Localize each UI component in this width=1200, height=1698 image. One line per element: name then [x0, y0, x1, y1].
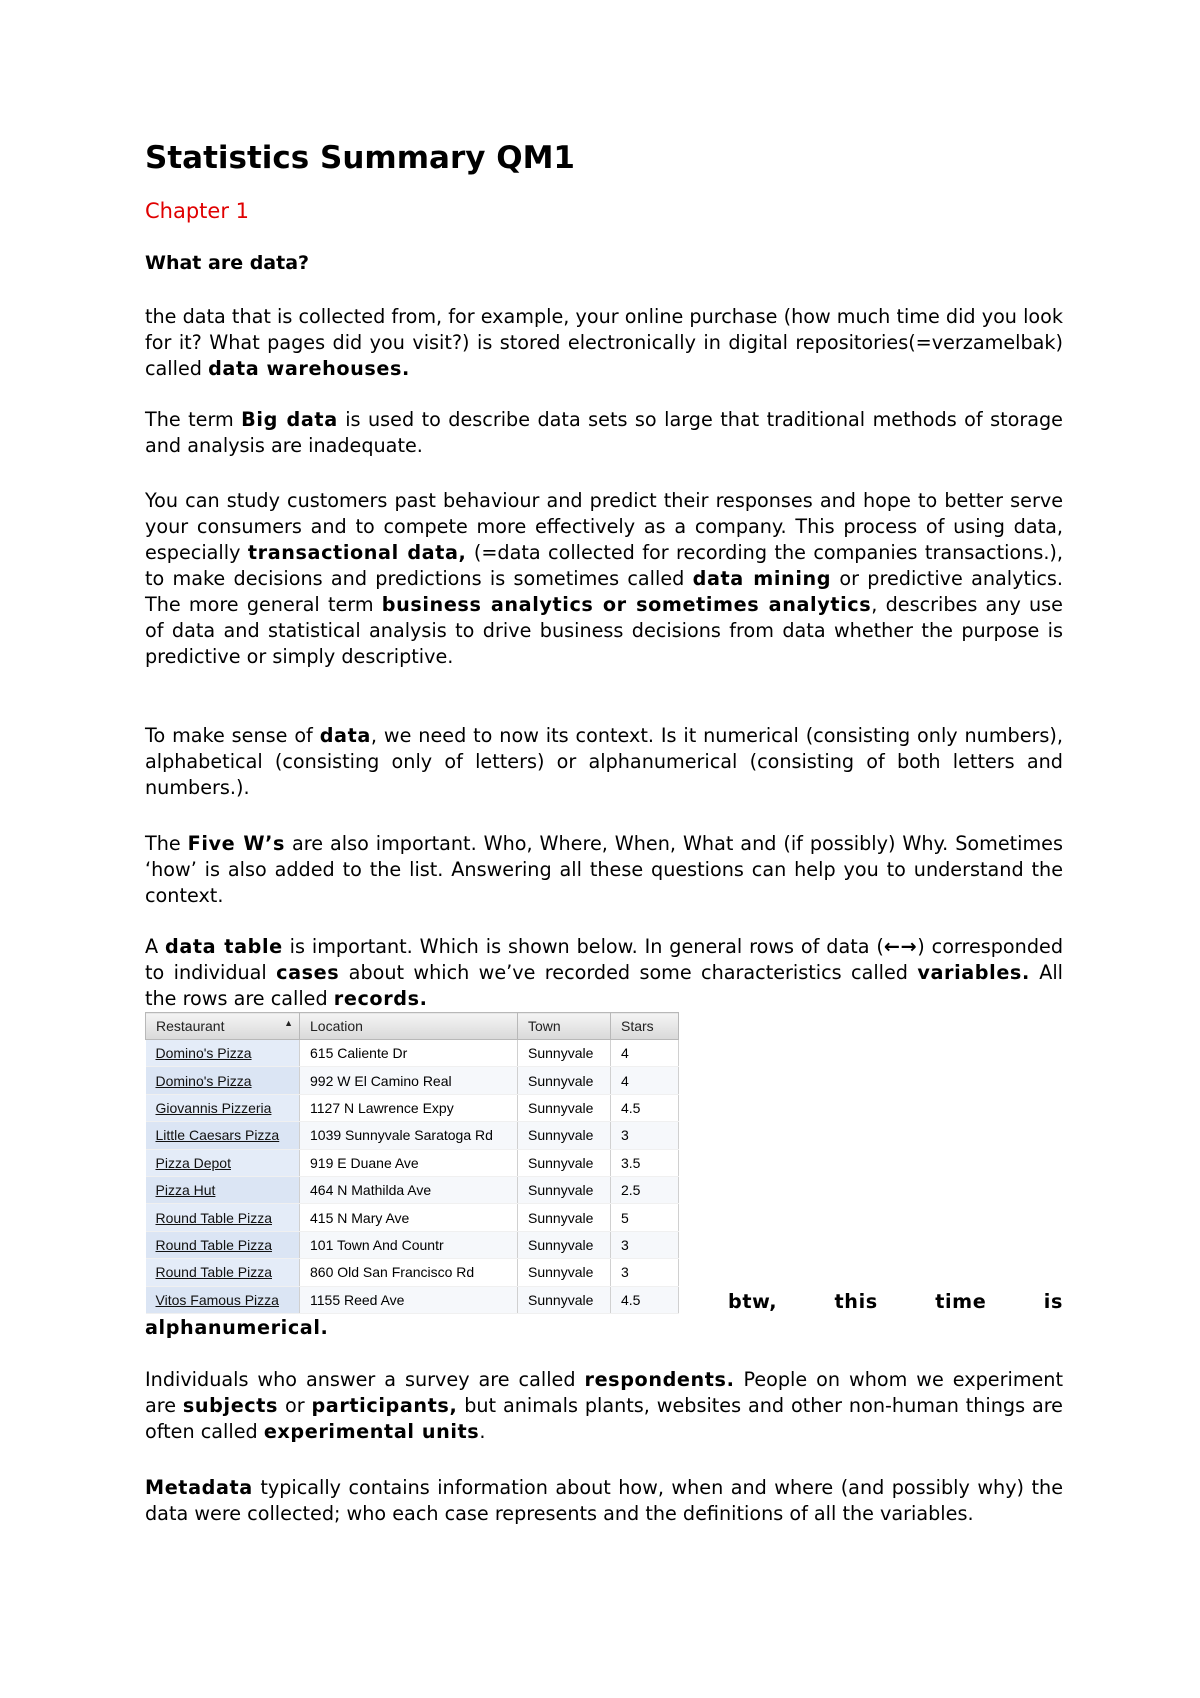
town-cell: Sunnyvale: [518, 1204, 611, 1231]
btw-word: is: [1043, 1290, 1063, 1313]
stars-cell: 4.5: [611, 1094, 679, 1121]
restaurant-cell[interactable]: [146, 1149, 300, 1176]
btw-note: [728, 1289, 1063, 1315]
btw-note-end: alphanumerical.: [145, 1316, 329, 1339]
restaurant-link[interactable]: Round Table Pizza: [155, 1264, 272, 1281]
table-row: [146, 1067, 679, 1094]
restaurant-cell[interactable]: [146, 1231, 300, 1258]
location-cell: 615 Caliente Dr: [300, 1040, 518, 1067]
table-row: [146, 1040, 679, 1067]
restaurant-link[interactable]: Round Table Pizza: [155, 1209, 272, 1226]
paragraph-data-warehouses: the data that is collected from, for example, your online purchase (how much time did you look for it? What pages did you visit?) is stored electronically in digital repositories(=verzamelbak) called data warehouses.: [145, 305, 1063, 380]
table-row: [146, 1122, 679, 1149]
restaurant-link[interactable]: Round Table Pizza: [155, 1236, 272, 1253]
column-header-stars[interactable]: Stars: [611, 1013, 679, 1040]
table-row: [146, 1094, 679, 1121]
column-header-town[interactable]: Town: [518, 1013, 611, 1040]
town-cell: Sunnyvale: [518, 1286, 611, 1313]
restaurant-link[interactable]: Giovannis Pizzeria: [155, 1099, 272, 1116]
location-cell: 464 N Mathilda Ave: [300, 1176, 518, 1203]
table-row: [146, 1149, 679, 1176]
location-cell: 992 W El Camino Real: [300, 1067, 518, 1094]
restaurant-link[interactable]: Vitos Famous Pizza: [155, 1291, 279, 1308]
paragraph-metadata: Metadata typically contains information about how, when and where (and possibly why) the data were collected; who each case represents and the definitions of all the variables.: [145, 1476, 1063, 1525]
location-cell: 101 Town And Countr: [300, 1231, 518, 1258]
restaurant-cell[interactable]: [146, 1259, 300, 1286]
stars-cell: 3: [611, 1259, 679, 1286]
sort-ascending-icon: ▲: [284, 1018, 293, 1028]
table-row: [146, 1259, 679, 1286]
town-cell: Sunnyvale: [518, 1122, 611, 1149]
restaurant-cell[interactable]: [146, 1122, 300, 1149]
restaurant-data-table: [145, 1012, 679, 1314]
location-cell: 1127 N Lawrence Expy: [300, 1094, 518, 1121]
paragraph-respondents: Individuals who answer a survey are called respondents. People on whom we experiment are subjects or participants, but animals plants, websites and other non-human things are often called experimental units.: [145, 1368, 1063, 1443]
column-header-location[interactable]: Location: [300, 1013, 518, 1040]
restaurant-cell[interactable]: [146, 1067, 300, 1094]
section-heading: What are data?: [145, 252, 310, 274]
restaurant-cell[interactable]: [146, 1286, 300, 1313]
town-cell: Sunnyvale: [518, 1259, 611, 1286]
restaurant-cell[interactable]: [146, 1176, 300, 1203]
document-title: Statistics Summary QM1: [145, 140, 576, 176]
restaurant-cell[interactable]: [146, 1094, 300, 1121]
table-row: [146, 1204, 679, 1231]
location-cell: 860 Old San Francisco Rd: [300, 1259, 518, 1286]
btw-word: btw,: [728, 1290, 778, 1313]
restaurant-cell[interactable]: [146, 1040, 300, 1067]
stars-cell: 5: [611, 1204, 679, 1231]
restaurant-link[interactable]: Domino's Pizza: [155, 1045, 252, 1062]
town-cell: Sunnyvale: [518, 1094, 611, 1121]
stars-cell: 2.5: [611, 1176, 679, 1203]
column-header-restaurant[interactable]: Restaurant ▲: [146, 1013, 300, 1040]
paragraph-five-ws: The Five W’s are also important. Who, Where, When, What and (if possibly) Why. Sometimes ‘how’ is also added to the list. Answering all these questions can help you to understand the context.: [145, 832, 1063, 907]
table-row: [146, 1176, 679, 1203]
stars-cell: 3: [611, 1231, 679, 1258]
location-cell: 919 E Duane Ave: [300, 1149, 518, 1176]
town-cell: Sunnyvale: [518, 1040, 611, 1067]
town-cell: Sunnyvale: [518, 1149, 611, 1176]
paragraph-big-data: The term Big data is used to describe data sets so large that traditional methods of storage and analysis are inadequate.: [145, 408, 1063, 457]
location-cell: 1155 Reed Ave: [300, 1286, 518, 1313]
table-row: [146, 1231, 679, 1258]
town-cell: Sunnyvale: [518, 1176, 611, 1203]
restaurant-link[interactable]: Little Caesars Pizza: [155, 1127, 280, 1144]
location-cell: 415 N Mary Ave: [300, 1204, 518, 1231]
paragraph-context: To make sense of data, we need to now its context. Is it numerical (consisting only numbers), alphabetical (consisting only of letters) or alphanumerical (consisting of both letters and numbers.).: [145, 724, 1063, 799]
stars-cell: 4: [611, 1040, 679, 1067]
restaurant-link[interactable]: Pizza Depot: [155, 1154, 231, 1171]
table-row: [146, 1286, 679, 1313]
town-cell: Sunnyvale: [518, 1067, 611, 1094]
restaurant-link[interactable]: Domino's Pizza: [155, 1072, 252, 1089]
paragraph-data-table: A data table is important. Which is shown below. In general rows of data (←→) corresponded to individual cases about which we’ve recorded some characteristics called variables. All the rows are called records.: [145, 935, 1064, 1010]
btw-word: this: [834, 1290, 878, 1313]
restaurant-link[interactable]: Pizza Hut: [155, 1182, 216, 1199]
arrows-icon: ←→: [883, 935, 918, 958]
stars-cell: 3: [611, 1122, 679, 1149]
restaurant-cell[interactable]: [146, 1204, 300, 1231]
location-cell: 1039 Sunnyvale Saratoga Rd: [300, 1122, 518, 1149]
table-header-row: [146, 1013, 679, 1040]
stars-cell: 4.5: [611, 1286, 679, 1313]
stars-cell: 4: [611, 1067, 679, 1094]
paragraph-data-mining: You can study customers past behaviour and predict their responses and hope to better serve your consumers and to compete more effectively as a company. This process of using data, especially transactional data, (=data collected for recording the companies transactions.), to make decisions and predictions is sometimes called data mining or predictive analytics. The more general term business analytics or sometimes analytics, describes any use of data and statistical analysis to drive business decisions from data whether the purpose is predictive or simply descriptive.: [145, 489, 1064, 668]
town-cell: Sunnyvale: [518, 1231, 611, 1258]
btw-word: time: [935, 1290, 987, 1313]
chapter-heading: Chapter 1: [145, 199, 249, 223]
stars-cell: 3.5: [611, 1149, 679, 1176]
